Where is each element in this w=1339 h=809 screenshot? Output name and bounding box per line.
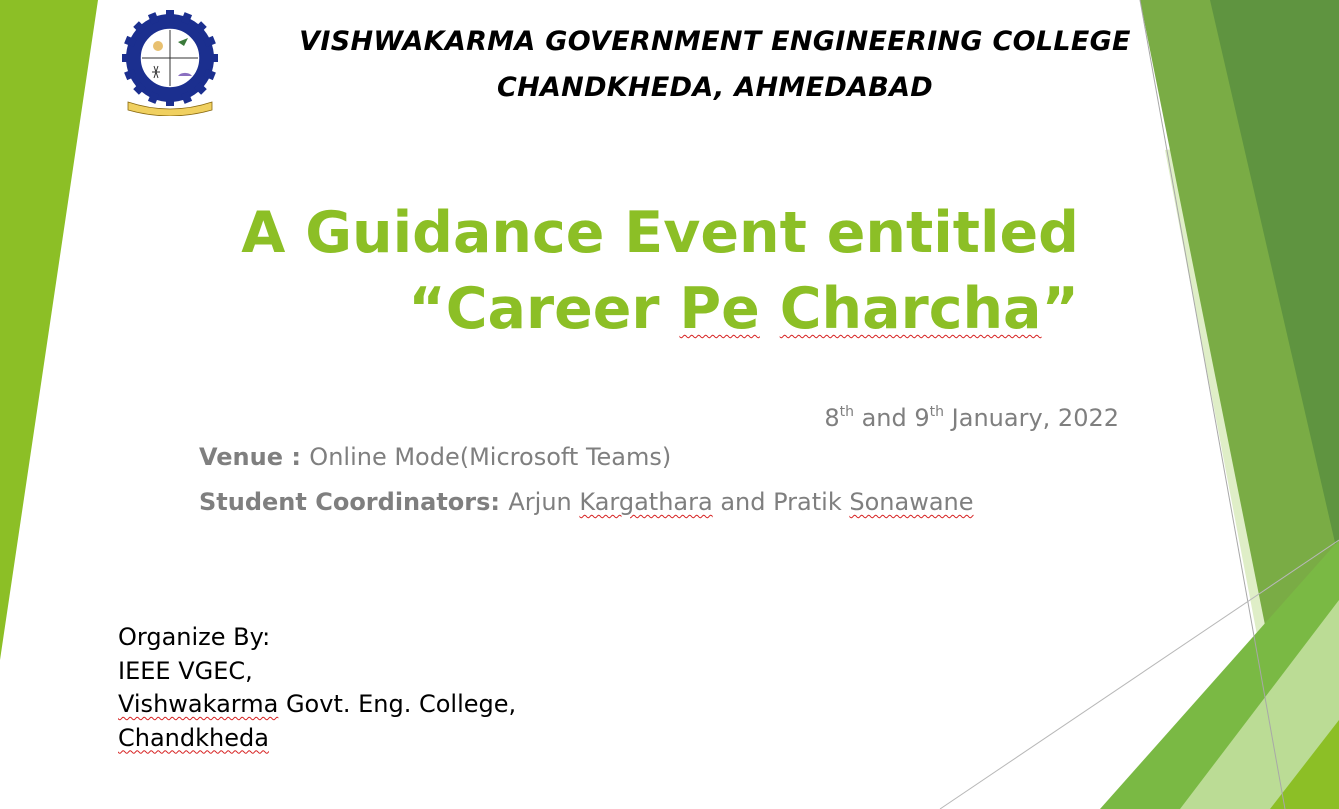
event-date xyxy=(824,395,1119,435)
date-day-1: 8 xyxy=(824,404,840,432)
date-day-2: 9 xyxy=(914,404,930,432)
college-name-line-2: CHANDKHEDA, AHMEDABAD xyxy=(496,72,934,103)
left-green-wedge xyxy=(0,0,98,660)
title-word-career: Career xyxy=(445,276,660,342)
college-logo-icon xyxy=(120,10,220,116)
title-word-pe: Pe xyxy=(679,276,760,342)
coordinators-label: Student Coordinators: xyxy=(199,488,509,516)
date-day-1-suffix: th xyxy=(839,404,854,420)
date-rest: January, 2022 xyxy=(944,404,1119,432)
event-title-line-2 xyxy=(408,272,1079,346)
organizer-location-name: Chandkheda xyxy=(118,723,269,752)
open-quote: “ xyxy=(408,276,446,342)
organizer-heading: Organize By: xyxy=(118,623,271,651)
coordinator-2-last: Sonawane xyxy=(849,488,974,516)
organizer-ieee: IEEE VGEC, xyxy=(118,656,253,685)
coordinator-1-first: Arjun xyxy=(508,488,580,516)
title-word-charcha: Charcha xyxy=(779,276,1042,342)
venue-value: Online Mode(Microsoft Teams) xyxy=(309,443,672,471)
coordinator-2-first: Pratik xyxy=(773,488,850,516)
venue-label: Venue : xyxy=(199,443,310,471)
date-day-2-suffix: th xyxy=(929,404,945,420)
event-title-line-1: A Guidance Event entitled xyxy=(241,200,1079,266)
date-connector: and xyxy=(853,404,915,432)
organizer-college-name: Vishwakarma xyxy=(118,690,279,718)
coordinators-connector: and xyxy=(712,488,774,516)
close-quote: ” xyxy=(1041,276,1079,342)
venue-line xyxy=(199,440,671,474)
organizer-location xyxy=(118,722,516,756)
organizer-college xyxy=(118,688,516,722)
college-name-line-1: VISHWAKARMA GOVERNMENT ENGINEERING COLLEGE xyxy=(299,26,1131,57)
organizer-block xyxy=(118,621,516,755)
coordinator-1-last: Kargathara xyxy=(579,488,713,516)
coordinators-line xyxy=(199,485,974,519)
organizer-college-rest: Govt. Eng. College, xyxy=(278,690,517,718)
